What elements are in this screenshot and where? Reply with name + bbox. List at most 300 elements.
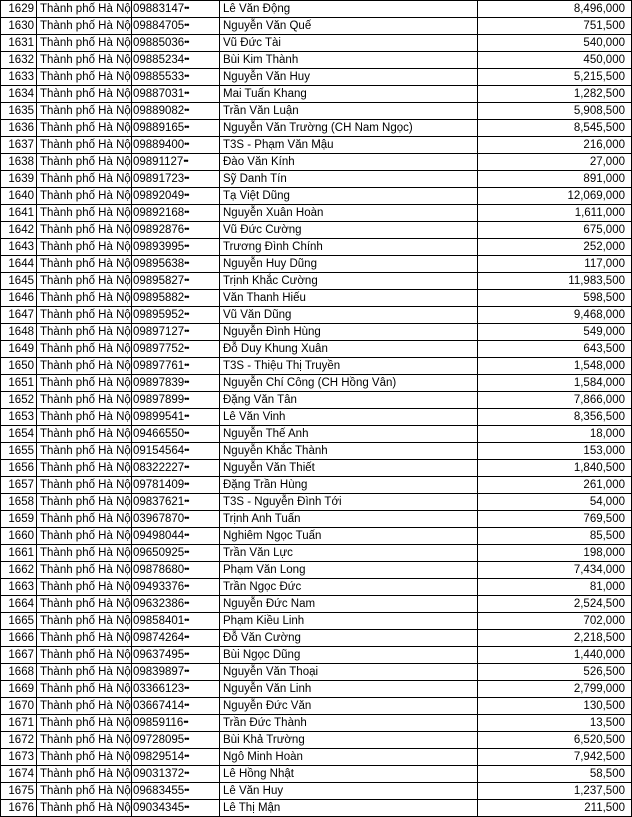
row-number-cell[interactable]: 1629 [1,1,37,18]
phone-cell[interactable] [132,256,220,273]
amount-cell[interactable]: 1,282,500 [478,86,632,103]
city-cell[interactable]: Thành phố Hà Nộ [37,715,132,732]
phone-number: 09892049 [133,190,185,202]
phone-number: 09891127 [133,156,184,168]
phone-cell[interactable] [132,222,220,239]
phone-cell[interactable] [132,1,220,18]
table-row [1,732,632,749]
amount-cell[interactable]: 216,000 [478,137,632,154]
table-row [1,137,632,154]
phone-cell[interactable] [132,205,220,222]
customer-name-cell[interactable]: Bùi Ngọc Dũng [220,647,478,664]
phone-mask: •• [184,292,189,302]
phone-cell[interactable] [132,341,220,358]
amount-cell[interactable]: 7,942,500 [478,749,632,766]
phone-number: 09839897 [133,666,185,678]
customer-name-cell[interactable]: Trần Ngọc Đức [220,579,478,596]
amount-cell[interactable]: 12,069,000 [478,188,632,205]
city-cell[interactable]: Thành phố Hà Nộ [37,647,132,664]
phone-number: 09650925 [133,547,185,559]
amount-cell[interactable]: 8,356,500 [478,409,632,426]
customer-name-cell[interactable]: Nguyễn Thế Anh [220,426,478,443]
table-row [1,154,632,171]
phone-number: 09878680 [133,564,185,576]
phone-cell[interactable] [132,664,220,681]
phone-number: 09728095 [133,734,185,746]
customer-name-cell[interactable]: Nguyễn Văn Thiết [220,460,478,477]
amount-cell[interactable]: 450,000 [478,52,632,69]
phone-mask: •• [184,241,189,251]
table-row [1,120,632,137]
customer-name-cell[interactable]: Vũ Đức Tài [220,35,478,52]
city-cell[interactable]: Thành phố Hà Nộ [37,324,132,341]
city-cell[interactable]: Thành phố Hà Nộ [37,154,132,171]
phone-cell[interactable] [132,681,220,698]
amount-cell[interactable]: 7,434,000 [478,562,632,579]
phone-mask: •• [184,615,189,625]
city-cell[interactable]: Thành phố Hà Nộ [37,562,132,579]
customer-name-cell[interactable]: Sỹ Danh Tín [220,171,478,188]
amount-cell[interactable]: 598,500 [478,290,632,307]
amount-cell[interactable]: 85,500 [478,528,632,545]
amount-cell[interactable]: 8,496,000 [478,1,632,18]
city-cell[interactable]: Thành phố Hà Nộ [37,256,132,273]
customer-name-cell[interactable]: Phạm Kiều Linh [220,613,478,630]
customer-name-cell[interactable]: Nguyễn Đức Văn [220,698,478,715]
phone-mask: •• [184,3,189,13]
phone-number: 09892876 [133,224,185,236]
customer-name-cell[interactable]: T3S - Thiệu Thị Truyền [220,358,478,375]
phone-mask: •• [184,547,189,557]
city-cell[interactable]: Thành phố Hà Nộ [37,766,132,783]
amount-cell[interactable]: 675,000 [478,222,632,239]
city-cell[interactable]: Thành phố Hà Nộ [37,18,132,35]
city-cell[interactable]: Thành phố Hà Nộ [37,35,132,52]
phone-cell[interactable] [132,766,220,783]
customer-name-cell[interactable]: Trần Văn Lực [220,545,478,562]
row-number-cell[interactable]: 1666 [1,630,37,647]
row-number-cell[interactable]: 1650 [1,358,37,375]
row-number-cell[interactable]: 1667 [1,647,37,664]
amount-cell[interactable]: 1,611,000 [478,205,632,222]
row-number-cell[interactable]: 1635 [1,103,37,120]
amount-cell[interactable]: 5,908,500 [478,103,632,120]
phone-mask: •• [184,377,189,387]
phone-mask: •• [184,360,189,370]
row-number-cell[interactable]: 1638 [1,154,37,171]
phone-number: 09889082 [133,105,185,117]
row-number-cell[interactable]: 1665 [1,613,37,630]
phone-number: 09889400 [133,139,185,151]
phone-cell[interactable] [132,120,220,137]
customer-name-cell[interactable]: Đỗ Văn Cường [220,630,478,647]
customer-name-cell[interactable]: Văn Thanh Hiếu [220,290,478,307]
city-cell[interactable]: Thành phố Hà Nộ [37,800,132,817]
customer-name-cell[interactable]: Trịnh Anh Tuấn [220,511,478,528]
row-number-cell[interactable]: 1653 [1,409,37,426]
phone-number: 09897761 [133,360,185,372]
row-number-cell[interactable]: 1634 [1,86,37,103]
row-number-cell[interactable]: 1664 [1,596,37,613]
customer-name-cell[interactable]: Nguyễn Văn Linh [220,681,478,698]
phone-cell[interactable] [132,392,220,409]
city-cell[interactable]: Thành phố Hà Nộ [37,358,132,375]
customer-name-cell[interactable]: Lê Văn Động [220,1,478,18]
table-row [1,52,632,69]
table-row [1,426,632,443]
phone-cell[interactable] [132,545,220,562]
row-number-cell[interactable]: 1660 [1,528,37,545]
phone-cell[interactable] [132,477,220,494]
city-cell[interactable]: Thành phố Hà Nộ [37,681,132,698]
phone-cell[interactable] [132,52,220,69]
amount-cell[interactable]: 751,500 [478,18,632,35]
row-number-cell[interactable]: 1647 [1,307,37,324]
amount-cell[interactable]: 1,548,000 [478,358,632,375]
phone-cell[interactable] [132,596,220,613]
phone-number: 09897752 [133,343,185,355]
city-cell[interactable]: Thành phố Hà Nộ [37,477,132,494]
table-row [1,273,632,290]
amount-cell[interactable]: 81,000 [478,579,632,596]
row-number-cell[interactable]: 1661 [1,545,37,562]
table-row [1,324,632,341]
amount-cell[interactable]: 702,000 [478,613,632,630]
table-row [1,239,632,256]
phone-mask: •• [184,411,189,421]
customer-name-cell[interactable]: Lê Văn Huy [220,783,478,800]
row-number-cell[interactable]: 1644 [1,256,37,273]
customer-name-cell[interactable]: Trịnh Khắc Cường [220,273,478,290]
row-number-cell[interactable]: 1652 [1,392,37,409]
row-number-cell[interactable]: 1671 [1,715,37,732]
phone-cell[interactable] [132,69,220,86]
city-cell[interactable]: Thành phố Hà Nộ [37,579,132,596]
city-cell[interactable]: Thành phố Hà Nộ [37,443,132,460]
row-number-cell[interactable]: 1643 [1,239,37,256]
row-number-cell[interactable]: 1669 [1,681,37,698]
phone-cell[interactable] [132,800,220,817]
amount-cell[interactable]: 1,237,500 [478,783,632,800]
amount-cell[interactable]: 891,000 [478,171,632,188]
amount-cell[interactable]: 117,000 [478,256,632,273]
phone-number: 09895638 [133,258,185,270]
phone-cell[interactable] [132,528,220,545]
amount-cell[interactable]: 261,000 [478,477,632,494]
customer-name-cell[interactable]: Vũ Văn Dũng [220,307,478,324]
row-number-cell[interactable]: 1673 [1,749,37,766]
amount-cell[interactable]: 2,799,000 [478,681,632,698]
phone-mask: •• [184,751,189,761]
customer-name-cell[interactable]: Nguyễn Xuân Hoàn [220,205,478,222]
amount-cell[interactable]: 2,524,500 [478,596,632,613]
customer-name-cell[interactable]: Ngô Minh Hoàn [220,749,478,766]
phone-mask: •• [183,156,188,166]
city-cell[interactable]: Thành phố Hà Nộ [37,749,132,766]
customer-name-cell[interactable]: Bùi Kim Thành [220,52,478,69]
amount-cell[interactable]: 769,500 [478,511,632,528]
customer-name-cell[interactable]: Nguyễn Văn Huy [220,69,478,86]
amount-cell[interactable]: 58,500 [478,766,632,783]
city-cell[interactable]: Thành phố Hà Nộ [37,1,132,18]
row-number-cell[interactable]: 1631 [1,35,37,52]
row-number-cell[interactable]: 1657 [1,477,37,494]
phone-mask: •• [184,20,189,30]
row-number-cell[interactable]: 1662 [1,562,37,579]
customer-name-cell[interactable]: Nguyễn Đình Hùng [220,324,478,341]
phone-cell[interactable] [132,273,220,290]
row-number-cell[interactable]: 1648 [1,324,37,341]
customer-name-cell[interactable]: T3S - Nguyễn Đình Tới [220,494,478,511]
city-cell[interactable]: Thành phố Hà Nộ [37,375,132,392]
phone-cell[interactable] [132,443,220,460]
city-cell[interactable]: Thành phố Hà Nộ [37,120,132,137]
table-row [1,307,632,324]
amount-cell[interactable]: 13,500 [478,715,632,732]
phone-cell[interactable] [132,732,220,749]
phone-cell[interactable] [132,18,220,35]
table-row [1,681,632,698]
customer-name-cell[interactable]: Trần Văn Luận [220,103,478,120]
amount-cell[interactable]: 7,866,000 [478,392,632,409]
table-row [1,715,632,732]
city-cell[interactable]: Thành phố Hà Nộ [37,103,132,120]
phone-mask: •• [184,258,189,268]
phone-mask: •• [184,105,189,115]
city-cell[interactable]: Thành phố Hà Nộ [37,664,132,681]
phone-mask: •• [184,513,189,523]
city-cell[interactable]: Thành phố Hà Nộ [37,205,132,222]
amount-cell[interactable]: 198,000 [478,545,632,562]
row-number-cell[interactable]: 1655 [1,443,37,460]
phone-cell[interactable] [132,511,220,528]
amount-cell[interactable]: 2,218,500 [478,630,632,647]
phone-cell[interactable] [132,239,220,256]
phone-mask: •• [184,802,189,812]
customer-name-cell[interactable]: Lê Hồng Nhật [220,766,478,783]
customer-name-cell[interactable]: Đỗ Duy Khung Xuân [220,341,478,358]
phone-mask: •• [184,683,189,693]
table-row [1,630,632,647]
phone-cell[interactable] [132,103,220,120]
phone-cell[interactable] [132,409,220,426]
customer-name-cell[interactable]: Bùi Khả Trường [220,732,478,749]
amount-cell[interactable]: 1,840,500 [478,460,632,477]
amount-cell[interactable]: 5,215,500 [478,69,632,86]
row-number-cell[interactable]: 1646 [1,290,37,307]
phone-cell[interactable] [132,460,220,477]
customer-name-cell[interactable]: Vũ Đức Cường [220,222,478,239]
row-number-cell[interactable]: 1632 [1,52,37,69]
phone-mask: •• [184,88,189,98]
phone-cell[interactable] [132,290,220,307]
row-number-cell[interactable]: 1642 [1,222,37,239]
amount-cell[interactable]: 9,468,000 [478,307,632,324]
customer-name-cell[interactable]: Nguyễn Văn Thoại [220,664,478,681]
phone-cell[interactable] [132,494,220,511]
phone-cell[interactable] [132,613,220,630]
phone-mask: •• [184,649,189,659]
customer-name-cell[interactable]: Nguyễn Chí Công (CH Hồng Vân) [220,375,478,392]
customer-name-cell[interactable]: Tạ Việt Dũng [220,188,478,205]
city-cell[interactable]: Thành phố Hà Nộ [37,171,132,188]
row-number-cell[interactable]: 1672 [1,732,37,749]
table-row [1,103,632,120]
amount-cell[interactable]: 54,000 [478,494,632,511]
phone-cell[interactable] [132,630,220,647]
phone-cell[interactable] [132,35,220,52]
table-row [1,800,632,817]
city-cell[interactable]: Thành phố Hà Nộ [37,69,132,86]
row-number-cell[interactable]: 1645 [1,273,37,290]
city-cell[interactable]: Thành phố Hà Nộ [37,86,132,103]
phone-cell[interactable] [132,307,220,324]
customer-name-cell[interactable]: Nghiêm Ngọc Tuấn [220,528,478,545]
phone-mask: •• [184,343,189,353]
phone-mask: •• [184,224,189,234]
row-number-cell[interactable]: 1636 [1,120,37,137]
phone-cell[interactable] [132,579,220,596]
city-cell[interactable]: Thành phố Hà Nộ [37,426,132,443]
city-cell[interactable]: Thành phố Hà Nộ [37,188,132,205]
phone-cell[interactable] [132,86,220,103]
city-cell[interactable]: Thành phố Hà Nộ [37,460,132,477]
phone-cell[interactable] [132,375,220,392]
phone-number: 09034345 [133,802,185,814]
row-number-cell[interactable]: 1674 [1,766,37,783]
row-number-cell[interactable]: 1654 [1,426,37,443]
phone-cell[interactable] [132,562,220,579]
customer-name-cell[interactable]: Đào Văn Kính [220,154,478,171]
customer-name-cell[interactable]: T3S - Phạm Văn Mậu [220,137,478,154]
phone-cell[interactable] [132,749,220,766]
city-cell[interactable]: Thành phố Hà Nộ [37,613,132,630]
phone-cell[interactable] [132,426,220,443]
customer-name-cell[interactable]: Lê Văn Vinh [220,409,478,426]
amount-cell[interactable]: 153,000 [478,443,632,460]
phone-number: 09031372 [133,768,185,780]
phone-cell[interactable] [132,715,220,732]
city-cell[interactable]: Thành phố Hà Nộ [37,596,132,613]
customer-name-cell[interactable]: Nguyễn Khắc Thành [220,443,478,460]
row-number-cell[interactable]: 1649 [1,341,37,358]
city-cell[interactable]: Thành phố Hà Nộ [37,545,132,562]
row-number-cell[interactable]: 1668 [1,664,37,681]
row-number-cell[interactable]: 1633 [1,69,37,86]
phone-cell[interactable] [132,647,220,664]
city-cell[interactable]: Thành phố Hà Nộ [37,511,132,528]
phone-number: 09154564 [133,445,185,457]
customer-name-cell[interactable]: Đặng Văn Tân [220,392,478,409]
amount-cell[interactable]: 643,500 [478,341,632,358]
city-cell[interactable]: Thành phố Hà Nộ [37,409,132,426]
row-number-cell[interactable]: 1640 [1,188,37,205]
row-number-cell[interactable]: 1656 [1,460,37,477]
city-cell[interactable]: Thành phố Hà Nộ [37,273,132,290]
row-number-cell[interactable]: 1630 [1,18,37,35]
phone-number: 09899541 [133,411,185,423]
phone-number: 09885036 [133,37,185,49]
row-number-cell[interactable]: 1659 [1,511,37,528]
phone-cell[interactable] [132,137,220,154]
amount-cell[interactable]: 18,000 [478,426,632,443]
customer-name-cell[interactable]: Mai Tuấn Khang [220,86,478,103]
row-number-cell[interactable]: 1663 [1,579,37,596]
row-number-cell[interactable]: 1651 [1,375,37,392]
city-cell[interactable]: Thành phố Hà Nộ [37,52,132,69]
table-row [1,35,632,52]
phone-number: 09889165 [133,122,185,134]
city-cell[interactable]: Thành phố Hà Nộ [37,307,132,324]
amount-cell[interactable]: 540,000 [478,35,632,52]
row-number-cell[interactable]: 1675 [1,783,37,800]
city-cell[interactable]: Thành phố Hà Nộ [37,392,132,409]
city-cell[interactable]: Thành phố Hà Nộ [37,698,132,715]
phone-number: 09874264 [133,632,185,644]
amount-cell[interactable]: 130,500 [478,698,632,715]
city-cell[interactable]: Thành phố Hà Nộ [37,528,132,545]
customer-name-cell[interactable]: Nguyễn Huy Dũng [220,256,478,273]
customer-name-cell[interactable]: Đặng Trần Hùng [220,477,478,494]
phone-mask: •• [184,734,189,744]
city-cell[interactable]: Thành phố Hà Nộ [37,290,132,307]
row-number-cell[interactable]: 1658 [1,494,37,511]
city-cell[interactable]: Thành phố Hà Nộ [37,341,132,358]
phone-cell[interactable] [132,358,220,375]
row-number-cell[interactable]: 1641 [1,205,37,222]
city-cell[interactable]: Thành phố Hà Nộ [37,137,132,154]
table-row [1,205,632,222]
amount-cell[interactable]: 27,000 [478,154,632,171]
amount-cell[interactable]: 1,440,000 [478,647,632,664]
customer-name-cell[interactable]: Phạm Văn Long [220,562,478,579]
phone-cell[interactable] [132,324,220,341]
phone-cell[interactable] [132,783,220,800]
customer-name-cell[interactable]: Trương Đình Chính [220,239,478,256]
phone-mask: •• [184,394,189,404]
amount-cell[interactable]: 1,584,000 [478,375,632,392]
amount-cell[interactable]: 526,500 [478,664,632,681]
phone-cell[interactable] [132,171,220,188]
phone-cell[interactable] [132,698,220,715]
row-number-cell[interactable]: 1670 [1,698,37,715]
customer-name-cell[interactable]: Nguyễn Văn Trường (CH Nam Ngọc) [220,120,478,137]
row-number-cell[interactable]: 1639 [1,171,37,188]
city-cell[interactable]: Thành phố Hà Nộ [37,494,132,511]
customer-name-cell[interactable]: Trần Đức Thành [220,715,478,732]
customer-name-cell[interactable]: Nguyễn Văn Quế [220,18,478,35]
row-number-cell[interactable]: 1637 [1,137,37,154]
row-number-cell[interactable]: 1676 [1,800,37,817]
city-cell[interactable]: Thành phố Hà Nộ [37,732,132,749]
phone-number: 09829514 [133,751,185,763]
amount-cell[interactable]: 549,000 [478,324,632,341]
city-cell[interactable]: Thành phố Hà Nộ [37,783,132,800]
amount-cell[interactable]: 11,983,500 [478,273,632,290]
phone-cell[interactable] [132,188,220,205]
phone-mask: •• [184,496,189,506]
amount-cell[interactable]: 8,545,500 [478,120,632,137]
city-cell[interactable]: Thành phố Hà Nộ [37,222,132,239]
customer-name-cell[interactable]: Lê Thị Mận [220,800,478,817]
amount-cell[interactable]: 6,520,500 [478,732,632,749]
customer-name-cell[interactable]: Nguyễn Đức Nam [220,596,478,613]
phone-cell[interactable] [132,154,220,171]
amount-cell[interactable]: 211,500 [478,800,632,817]
amount-cell[interactable]: 252,000 [478,239,632,256]
city-cell[interactable]: Thành phố Hà Nộ [37,630,132,647]
city-cell[interactable]: Thành phố Hà Nộ [37,239,132,256]
